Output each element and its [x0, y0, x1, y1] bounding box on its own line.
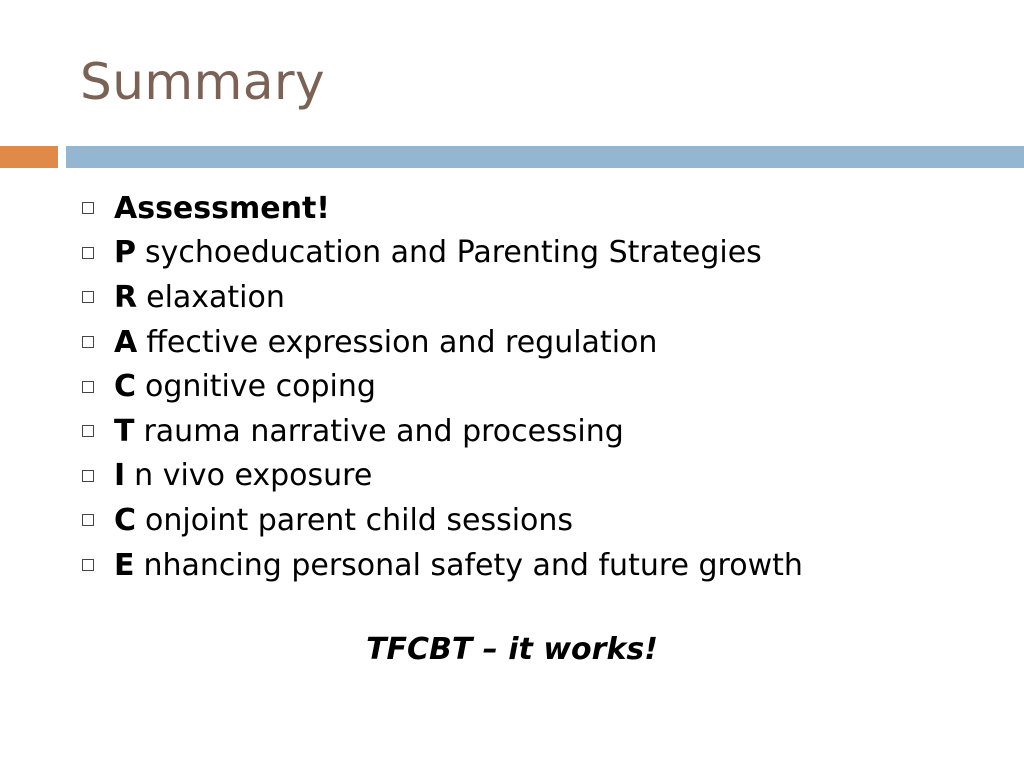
- list-item: [82, 186, 803, 231]
- list-item: [82, 231, 803, 276]
- square-bullet-icon: [82, 202, 94, 214]
- square-bullet-icon: [82, 291, 94, 303]
- bullet-letter: C: [114, 502, 137, 538]
- bullet-letter: C: [114, 369, 137, 405]
- accent-bar-orange: [0, 146, 58, 168]
- bullet-text: nhancing personal safety and future growth: [143, 547, 803, 583]
- bullet-text: onjoint parent child sessions: [145, 502, 574, 538]
- bullet-letter: P: [114, 235, 136, 271]
- list-item: [82, 275, 803, 320]
- list-item: [82, 454, 803, 499]
- bullet-text: ffective expression and regulation: [146, 324, 658, 360]
- square-bullet-icon: [82, 247, 94, 259]
- list-item: [82, 543, 803, 588]
- bullet-list: [82, 186, 803, 587]
- bullet-text: ognitive coping: [145, 369, 376, 405]
- bullet-letter: A: [114, 324, 138, 360]
- bullet-text: Assessment!: [114, 190, 330, 226]
- list-item: [82, 320, 803, 365]
- square-bullet-icon: [82, 559, 94, 571]
- bullet-text: rauma narrative and processing: [143, 413, 624, 449]
- square-bullet-icon: [82, 381, 94, 393]
- bullet-letter: I: [114, 458, 126, 494]
- bullet-text: elaxation: [146, 279, 285, 315]
- bullet-letter: R: [114, 279, 138, 315]
- bullet-text: sychoeducation and Parenting Strategies: [145, 235, 762, 271]
- square-bullet-icon: [82, 336, 94, 348]
- bullet-text: n vivo exposure: [134, 458, 373, 494]
- bullet-letter: T: [114, 413, 135, 449]
- list-item: [82, 498, 803, 543]
- slide-title: Summary: [80, 53, 326, 111]
- tagline: TFCBT – it works!: [366, 632, 658, 667]
- accent-bar-blue: [66, 146, 1024, 168]
- square-bullet-icon: [82, 470, 94, 482]
- square-bullet-icon: [82, 514, 94, 526]
- list-item: [82, 364, 803, 409]
- list-item: [82, 409, 803, 454]
- bullet-letter: E: [114, 547, 135, 583]
- square-bullet-icon: [82, 425, 94, 437]
